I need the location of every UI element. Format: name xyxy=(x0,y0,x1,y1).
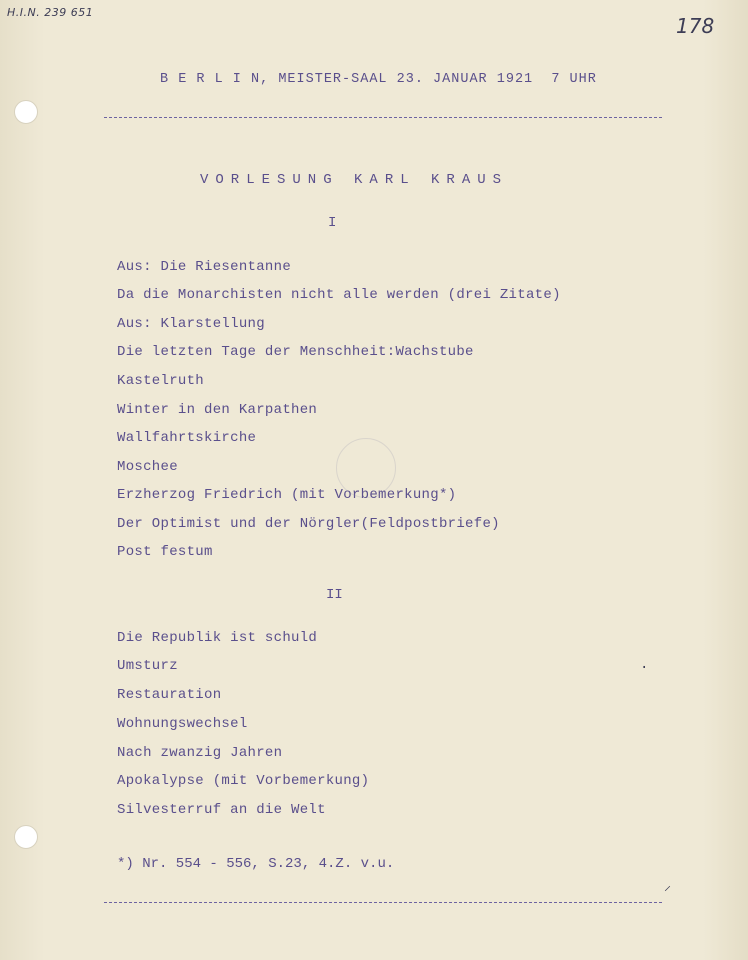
program-item: Winter in den Karpathen xyxy=(117,402,318,418)
program-item: Die letzten Tage der Menschheit:Wachstube xyxy=(117,344,474,360)
program-title: VORLESUNG KARL KRAUS xyxy=(200,172,509,188)
punch-hole-bottom xyxy=(14,825,38,849)
program-item: Aus: Die Riesentanne xyxy=(117,259,292,275)
program-item: Nach zwanzig Jahren xyxy=(117,745,283,761)
section-numeral-1: I xyxy=(328,215,337,231)
pencil-mark: ⸝ xyxy=(664,879,671,895)
program-item: Kastelruth xyxy=(117,373,205,389)
program-item: Da die Monarchisten nicht alle werden (drei Zitate) xyxy=(117,287,561,303)
program-item: Restauration xyxy=(117,687,222,703)
program-item: Erzherzog Friedrich (mit Vorbemerkung*) xyxy=(117,487,457,503)
footnote: *) Nr. 554 - 556, S.23, 4.Z. v.u. xyxy=(117,856,395,872)
program-item: Silvesterruf an die Welt xyxy=(117,802,326,818)
faint-stamp xyxy=(336,438,396,498)
event-header: B E R L I N, MEISTER-SAAL 23. JANUAR 1921 7 UHR xyxy=(160,72,597,87)
program-item: Die Republik ist schuld xyxy=(117,630,318,646)
ink-dot: · xyxy=(640,660,649,676)
program-item: Moschee xyxy=(117,459,178,475)
program-item: Apokalypse (mit Vorbemerkung) xyxy=(117,773,370,789)
program-item: Umsturz xyxy=(117,658,178,674)
punch-hole-top xyxy=(14,100,38,124)
archive-number: H.I.N. 239 651 xyxy=(7,6,94,19)
program-item: Aus: Klarstellung xyxy=(117,316,265,332)
header-rule xyxy=(104,117,662,118)
footer-rule xyxy=(104,902,662,903)
program-item: Post festum xyxy=(117,544,213,560)
section-numeral-2: II xyxy=(326,587,343,603)
program-item: Wohnungswechsel xyxy=(117,716,248,732)
program-item: Wallfahrtskirche xyxy=(117,430,257,446)
program-item: Der Optimist und der Nörgler(Feldpostbriefe) xyxy=(117,516,500,532)
folio-number: 178 xyxy=(676,14,715,38)
